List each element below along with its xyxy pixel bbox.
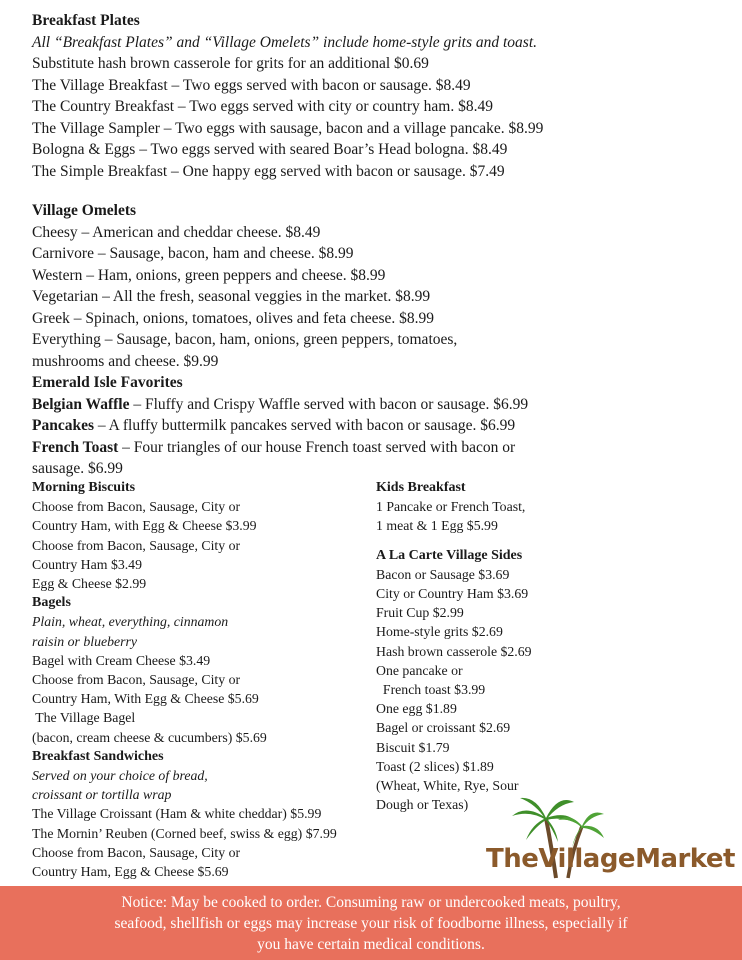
- toast-desc: – Four triangles of our house French toast served with bacon or: [118, 438, 516, 456]
- list-item: Bacon or Sausage $3.69: [376, 566, 510, 582]
- bagels-title: Bagels: [32, 595, 71, 611]
- right-column: [376, 478, 716, 814]
- list-item: Bagel with Cream Cheese $3.49: [32, 652, 211, 668]
- list-item: One pancake or: [376, 662, 463, 678]
- list-item: Country Ham $3.49: [32, 556, 142, 572]
- omelets-title: Village Omelets: [32, 202, 137, 219]
- list-item: Toast (2 slices) $1.89: [376, 758, 494, 774]
- menu-top: [32, 10, 722, 480]
- sides-title: A La Carte Village Sides: [376, 547, 523, 563]
- list-item: Egg & Cheese $2.99: [32, 576, 147, 592]
- list-item: 1 meat & 1 Egg $5.99: [376, 518, 498, 534]
- list-item: Bagel or croissant $2.69: [376, 720, 511, 736]
- list-item: The Mornin’ Reuben (Corned beef, swiss & egg) $7.99: [32, 825, 337, 841]
- village-market-logo: [486, 790, 735, 890]
- menu-item-waffle: [32, 394, 722, 416]
- menu-item: Greek – Spinach, onions, tomatoes, olives and feta cheese. $8.99: [32, 309, 435, 327]
- toast-desc-2: sausage. $6.99: [32, 460, 123, 477]
- menu-item: Everything – Sausage, bacon, ham, onions, green peppers, tomatoes,: [32, 331, 458, 348]
- list-item: One egg $1.89: [376, 701, 457, 717]
- biscuits-title: Morning Biscuits: [32, 480, 136, 495]
- notice-line: Notice: May be cooked to order. Consuming raw or undercooked meats, poultry,: [121, 894, 621, 911]
- list-item: (bacon, cream cheese & cucumbers) $5.69: [32, 729, 267, 745]
- pancakes-name: Pancakes: [32, 417, 94, 434]
- notice-line: you have certain medical conditions.: [257, 936, 485, 953]
- menu-item-pancakes: [32, 415, 722, 437]
- menu-item: mushrooms and cheese. $9.99: [32, 352, 219, 370]
- list-item: 1 Pancake or French Toast,: [376, 499, 526, 515]
- pancakes-desc: – A fluffy buttermilk pancakes served with bacon or sausage. $6.99: [94, 417, 516, 434]
- list-item: raisin or blueberry: [32, 633, 138, 649]
- list-item: Plain, wheat, everything, cinnamon: [32, 614, 229, 630]
- kids-title: Kids Breakfast: [376, 480, 466, 495]
- waffle-desc: – Fluffy and Crispy Waffle served with bacon or sausage. $6.99: [129, 395, 529, 413]
- sandwiches-title: Breakfast Sandwiches: [32, 748, 164, 764]
- breakfast-plates-sub: Substitute hash brown casserole for grits for an additional $0.69: [32, 55, 429, 72]
- menu-item-french-toast: [32, 437, 722, 459]
- palm-tree-icon: [486, 790, 735, 890]
- menu-item: The Simple Breakfast – One happy egg served with bacon or sausage. $7.49: [32, 162, 505, 180]
- list-item: The Village Croissant (Ham & white cheddar) $5.99: [32, 806, 322, 822]
- list-item: Fruit Cup $2.99: [376, 605, 464, 621]
- menu-item: Vegetarian – All the fresh, seasonal veggies in the market. $8.99: [32, 288, 431, 305]
- food-safety-notice: [0, 886, 742, 960]
- waffle-name: Belgian Waffle: [32, 395, 130, 413]
- menu-item: The Country Breakfast – Two eggs served with city or country ham. $8.49: [32, 98, 493, 115]
- list-item: Country Ham, Egg & Cheese $5.69: [32, 864, 229, 880]
- menu-item: Bologna & Eggs – Two eggs served with seared Boar’s Head bologna. $8.49: [32, 141, 508, 158]
- notice-line: seafood, shellfish or eggs may increase your risk of foodborne illness, especially if: [114, 915, 628, 932]
- list-item: Served on your choice of bread,: [32, 768, 208, 784]
- list-item: (Wheat, White, Rye, Sour: [376, 778, 519, 794]
- list-item: Hash brown casserole $2.69: [376, 643, 532, 659]
- list-item: French toast $3.99: [376, 682, 486, 698]
- list-item: The Village Bagel: [32, 710, 136, 726]
- list-item: Country Ham, with Egg & Cheese $3.99: [32, 518, 257, 534]
- menu-item: Carnivore – Sausage, bacon, ham and cheese. $8.99: [32, 245, 354, 262]
- list-item: Choose from Bacon, Sausage, City or: [32, 537, 241, 553]
- list-item: Country Ham, With Egg & Cheese $5.69: [32, 691, 259, 707]
- list-item: Biscuit $1.79: [376, 739, 450, 755]
- list-item: City or Country Ham $3.69: [376, 586, 529, 602]
- list-item: Choose from Bacon, Sausage, City or: [32, 844, 241, 860]
- toast-name: French Toast: [32, 438, 119, 456]
- breakfast-plates-title: Breakfast Plates: [32, 12, 140, 29]
- logo-text: TheVillageMarket: [486, 844, 735, 874]
- menu-item: The Village Sampler – Two eggs with sausage, bacon and a village pancake. $8.99: [32, 119, 544, 137]
- list-item: Choose from Bacon, Sausage, City or: [32, 672, 241, 688]
- menu-item: Cheesy – American and cheddar cheese. $8.49: [32, 223, 321, 241]
- breakfast-plates-note: All “Breakfast Plates” and “Village Omelets” include home-style grits and toast.: [32, 33, 537, 51]
- list-item: croissant or tortilla wrap: [32, 787, 172, 803]
- list-item: Home-style grits $2.69: [376, 624, 503, 640]
- menu-item: The Village Breakfast – Two eggs served with bacon or sausage. $8.49: [32, 76, 471, 94]
- left-column: [32, 478, 372, 881]
- emerald-title: Emerald Isle Favorites: [32, 374, 183, 391]
- list-item: Dough or Texas): [376, 797, 469, 813]
- list-item: Choose from Bacon, Sausage, City or: [32, 499, 241, 515]
- menu-item: Western – Ham, onions, green peppers and cheese. $8.99: [32, 266, 386, 284]
